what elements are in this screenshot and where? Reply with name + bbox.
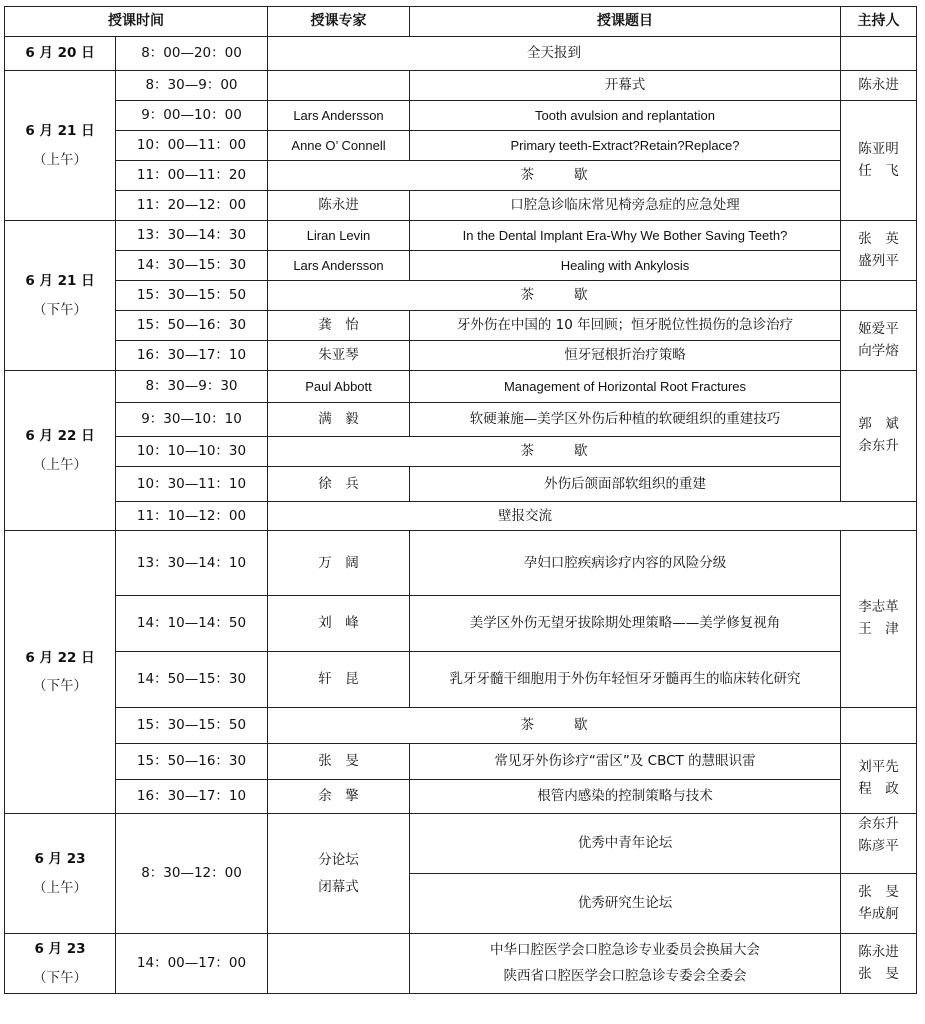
host-cell: 刘平先 程 政: [841, 744, 917, 814]
host-cell: [841, 281, 917, 311]
topic-cell: Management of Horizontal Root Fractures: [410, 371, 841, 403]
table-row: [5, 37, 917, 71]
table-row: [5, 744, 917, 780]
topic-cell: 中华口腔医学会口腔急诊专业委员会换届大会 陕西省口腔医学会口腔急诊专委会全委会: [410, 934, 841, 994]
time-cell: 11：20—12：00: [116, 191, 268, 221]
host-cell: 陈亚明 任 飞: [841, 101, 917, 221]
table-row: [5, 467, 917, 502]
expert-cell: [268, 934, 410, 994]
expert-cell: 朱亚琴: [268, 341, 410, 371]
time-cell: 16：30—17：10: [116, 780, 268, 814]
table-row: [5, 403, 917, 437]
time-cell: 8：30—9：30: [116, 371, 268, 403]
table-row: [5, 281, 917, 311]
table-row: [5, 814, 917, 874]
host-cell: 张 英 盛列平: [841, 221, 917, 281]
table-row: [5, 652, 917, 708]
topic-cell: 乳牙牙髓干细胞用于外伤年轻恒牙牙髓再生的临床转化研究: [410, 652, 841, 708]
topic-cell: 外伤后颌面部软组织的重建: [410, 467, 841, 502]
expert-cell: 余 擎: [268, 780, 410, 814]
table-row: [5, 221, 917, 251]
header-time: 授课时间: [5, 7, 268, 37]
expert-cell: 轩 昆: [268, 652, 410, 708]
host-cell: 郭 斌 余东升: [841, 371, 917, 502]
topic-cell: Healing with Ankylosis: [410, 251, 841, 281]
table-row: [5, 161, 917, 191]
time-cell: 8：30—9：00: [116, 71, 268, 101]
time-cell: 11：10—12：00: [116, 502, 268, 531]
topic-cell: 美学区外伤无望牙拔除期处理策略——美学修复视角: [410, 596, 841, 652]
time-cell: 14：30—15：30: [116, 251, 268, 281]
table-row: [5, 934, 917, 994]
time-cell: 11：00—11：20: [116, 161, 268, 191]
table-row: [5, 502, 917, 531]
topic-cell: 优秀研究生论坛: [410, 874, 841, 934]
expert-cell: Anne O’ Connell: [268, 131, 410, 161]
expert-cell: [268, 71, 410, 101]
expert-cell: 满 毅: [268, 403, 410, 437]
date-cell: 6 月 22 日 （上午）: [5, 371, 116, 531]
host-cell: [841, 708, 917, 744]
expert-cell: Lars Andersson: [268, 101, 410, 131]
header-topic: 授课题目: [410, 7, 841, 37]
expert-cell: 龚 怡: [268, 311, 410, 341]
host-cell: 陈永进 张 旻: [841, 934, 917, 994]
table-row: [5, 251, 917, 281]
topic-cell: Tooth avulsion and replantation: [410, 101, 841, 131]
tea-break-cell: 茶 歇: [268, 437, 841, 467]
tea-break-cell: 茶 歇: [268, 281, 841, 311]
topic-cell: In the Dental Implant Era-Why We Bother Saving Teeth?: [410, 221, 841, 251]
table-row: [5, 311, 917, 341]
expert-cell: 徐 兵: [268, 467, 410, 502]
schedule-table: [4, 6, 917, 994]
topic-cell: 软硬兼施—美学区外伤后种植的软硬组织的重建技巧: [410, 403, 841, 437]
tea-break-cell: 茶 歇: [268, 161, 841, 191]
time-cell: 15：50—16：30: [116, 311, 268, 341]
host-cell: [841, 37, 917, 71]
expert-cell: Liran Levin: [268, 221, 410, 251]
host-cell: 张 旻 华成舸: [841, 874, 917, 934]
time-cell: 14：50—15：30: [116, 652, 268, 708]
table-row: [5, 596, 917, 652]
table-row: [5, 371, 917, 403]
time-cell: 10：10—10：30: [116, 437, 268, 467]
table-row: [5, 531, 917, 596]
time-cell: 15：30—15：50: [116, 281, 268, 311]
date-cell: 6 月 23 （下午）: [5, 934, 116, 994]
expert-cell: 万 阔: [268, 531, 410, 596]
date-cell: 6 月 21 日 （下午）: [5, 221, 116, 371]
table-row: [5, 437, 917, 467]
date-cell: 6 月 20 日: [5, 37, 116, 71]
host-cell: 李志革 王 津: [841, 531, 917, 708]
topic-cell: 开幕式: [410, 71, 841, 101]
table-row: [5, 101, 917, 131]
topic-cell: 孕妇口腔疾病诊疗内容的风险分级: [410, 531, 841, 596]
host-cell: 余东升 陈彦平: [841, 814, 917, 874]
time-cell: 10：30—11：10: [116, 467, 268, 502]
expert-cell: 分论坛 闭幕式: [268, 814, 410, 934]
time-cell: 16：30—17：10: [116, 341, 268, 371]
topic-cell: 恒牙冠根折治疗策略: [410, 341, 841, 371]
topic-cell: 壁报交流: [268, 502, 917, 531]
topic-cell: Primary teeth-Extract?Retain?Replace?: [410, 131, 841, 161]
tea-break-cell: 茶 歇: [268, 708, 841, 744]
expert-cell: 陈永进: [268, 191, 410, 221]
time-cell: 8：30—12：00: [116, 814, 268, 934]
table-row: [5, 191, 917, 221]
time-cell: 9：00—10：00: [116, 101, 268, 131]
date-cell: 6 月 23 （上午）: [5, 814, 116, 934]
topic-cell: 口腔急诊临床常见椅旁急症的应急处理: [410, 191, 841, 221]
time-cell: 8：00—20：00: [116, 37, 268, 71]
expert-cell: 刘 峰: [268, 596, 410, 652]
time-cell: 10：00—11：00: [116, 131, 268, 161]
time-cell: 14：10—14：50: [116, 596, 268, 652]
time-cell: 14：00—17：00: [116, 934, 268, 994]
header-expert: 授课专家: [268, 7, 410, 37]
time-cell: 13：30—14：30: [116, 221, 268, 251]
time-cell: 15：50—16：30: [116, 744, 268, 780]
time-cell: 9：30—10：10: [116, 403, 268, 437]
expert-cell: 张 旻: [268, 744, 410, 780]
topic-cell: 牙外伤在中国的 10 年回顾；恒牙脱位性损伤的急诊治疗: [410, 311, 841, 341]
expert-cell: Lars Andersson: [268, 251, 410, 281]
topic-cell: 优秀中青年论坛: [410, 814, 841, 874]
table-row: [5, 341, 917, 371]
header-host: 主持人: [841, 7, 917, 37]
time-cell: 15：30—15：50: [116, 708, 268, 744]
expert-cell: Paul Abbott: [268, 371, 410, 403]
table-row: [5, 131, 917, 161]
date-cell: 6 月 22 日 （下午）: [5, 531, 116, 814]
time-cell: 13：30—14：10: [116, 531, 268, 596]
date-cell: 6 月 21 日 （上午）: [5, 71, 116, 221]
topic-cell: 根管内感染的控制策略与技术: [410, 780, 841, 814]
topic-cell: 全天报到: [268, 37, 841, 71]
topic-cell: 常见牙外伤诊疗“雷区”及 CBCT 的慧眼识雷: [410, 744, 841, 780]
table-row: [5, 708, 917, 744]
table-row: [5, 71, 917, 101]
table-row: [5, 780, 917, 814]
host-cell: 陈永进: [841, 71, 917, 101]
header-row: [5, 7, 917, 37]
host-cell: 姬爱平 向学熔: [841, 311, 917, 371]
